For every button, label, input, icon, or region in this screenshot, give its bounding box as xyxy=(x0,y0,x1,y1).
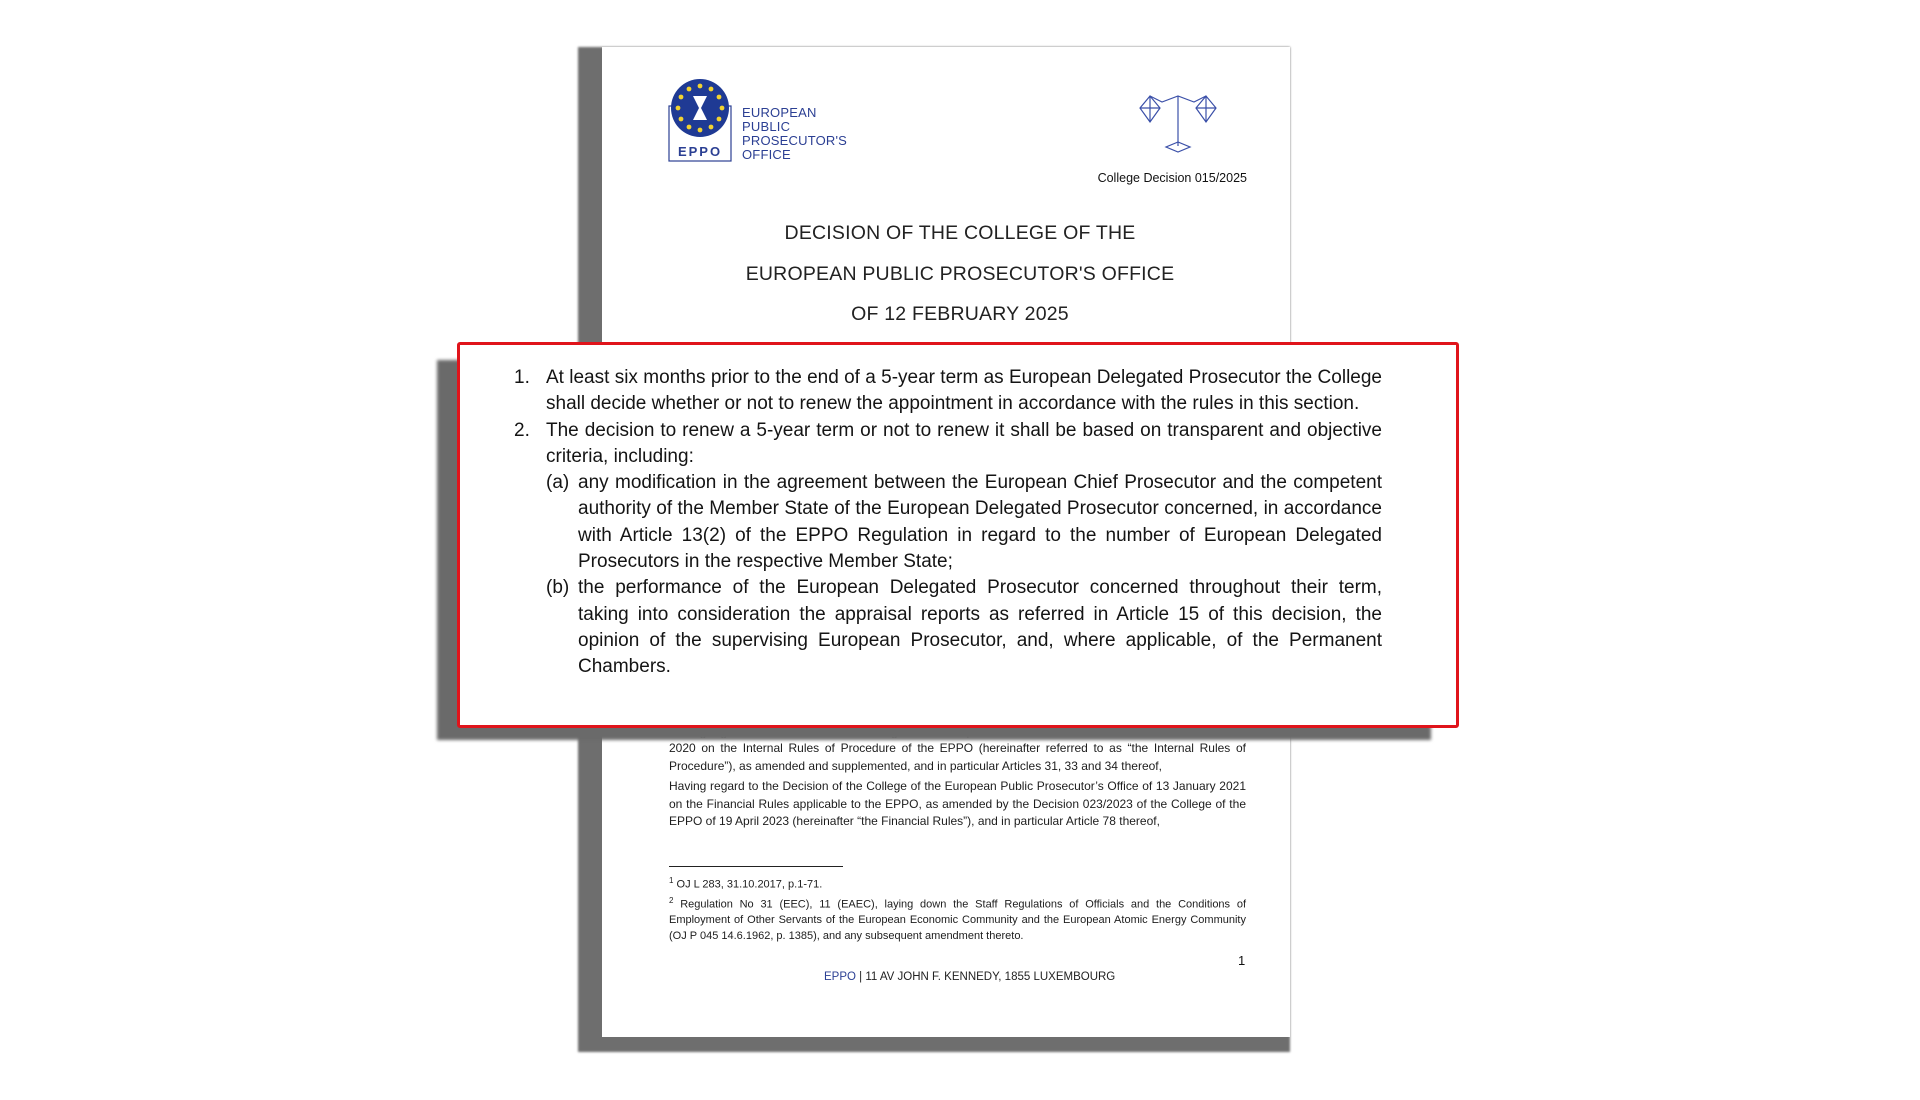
page-number: 1 xyxy=(1238,953,1246,968)
footnote xyxy=(669,873,1246,893)
org-line: EUROPEAN xyxy=(742,105,817,120)
org-line: OFFICE xyxy=(742,147,791,162)
footer-brand: EPPO xyxy=(824,971,856,983)
footnote-text: OJ L 283, 31.10.2017, p.1-71. xyxy=(676,878,823,891)
sub-item xyxy=(546,575,1382,680)
organization-name xyxy=(742,106,847,162)
footnote-text: Regulation No 31 (EEC), 11 (EAEC), laying down the Staff Regulations of Officials and the Conditions of Employment of Other Servants of the European Economic Community and the European Atomic Energy Community (OJ P 045 14.6.1962, p. 1385), and any subsequent amendment thereto. xyxy=(669,898,1246,943)
footer-separator: | xyxy=(855,971,866,983)
sub-item xyxy=(546,470,1382,575)
eppo-logo xyxy=(668,78,888,168)
sub-item-label: (b) xyxy=(546,577,570,599)
item-number: 2. xyxy=(514,419,530,441)
item-text: The decision to renew a 5-year term or not to renew it shall be based on transparent and objective criteria, including: xyxy=(546,419,1382,467)
sub-item-text: any modification in the agreement between the European Chief Prosecutor and the competent authority of the Member State of the European Delegated Prosecutor concerned, in accordance with Article 13(2) of the EPPO Regulation in regard to the number of European Delegated Prosecutors in the respective Member State; xyxy=(578,472,1382,573)
sub-item-text: the performance of the European Delegated Prosecutor concerned throughout their term, taking into consideration the appraisal reports as referred in Article 15 of this decision, the opinion of the supervising European Prosecutor, and, where applicable, of the Permanent Chambers. xyxy=(578,577,1382,678)
recital-financial-rules: Having regard to the Decision of the College of the European Public Prosecutor’s Office of 13 January 2021 on the Financial Rules applicable to the EPPO, as amended by the Decision 023/2023 of the College of the EPPO of 19 April 2023 (hereinafter “the Financial Rules”), and in particular Article 78 thereof, xyxy=(669,779,1246,828)
item-number: 1. xyxy=(514,367,530,388)
footnote-mark: 2 xyxy=(669,895,674,905)
footnote xyxy=(669,893,1246,945)
footnotes xyxy=(669,873,1246,944)
scales-of-justice-icon xyxy=(1138,92,1218,154)
list-item xyxy=(514,365,1382,418)
footnote-divider xyxy=(669,866,843,867)
highlight-content xyxy=(514,365,1382,681)
highlight-callout xyxy=(457,342,1459,728)
sub-item-label: (a) xyxy=(546,472,570,494)
org-line: PUBLIC xyxy=(742,119,791,134)
page-footer xyxy=(824,971,1115,983)
eu-stars-hourglass-emblem-icon xyxy=(668,78,732,162)
document-title-line: DECISION OF THE COLLEGE OF THE xyxy=(784,222,1136,244)
footnote-mark: 1 xyxy=(669,876,674,885)
document-title-line: OF 12 FEBRUARY 2025 xyxy=(851,303,1069,325)
svg-text:EPPO: EPPO xyxy=(677,144,723,159)
footer-address: 11 AV JOHN F. KENNEDY, 1855 LUXEMBOURG xyxy=(865,971,1116,983)
item-text: At least six months prior to the end of a 5-year term as European Delegated Prosecutor the College shall decide whether or not to renew the appointment in accordance with the rules in this section. xyxy=(546,367,1382,415)
decision-reference: College Decision 015/2025 xyxy=(1097,171,1247,185)
recital-internal-rules: 2020 on the Internal Rules of Procedure of the EPPO (hereinafter referred to as “the Internal Rules of Procedure”), as amended and supplemented, and in particular Articles 31, 33 and 34 thereof, xyxy=(669,741,1246,773)
list-item xyxy=(514,418,1382,681)
org-line: PROSECUTOR'S xyxy=(742,133,848,148)
document-title-line: EUROPEAN PUBLIC PROSECUTOR'S OFFICE xyxy=(745,263,1175,285)
